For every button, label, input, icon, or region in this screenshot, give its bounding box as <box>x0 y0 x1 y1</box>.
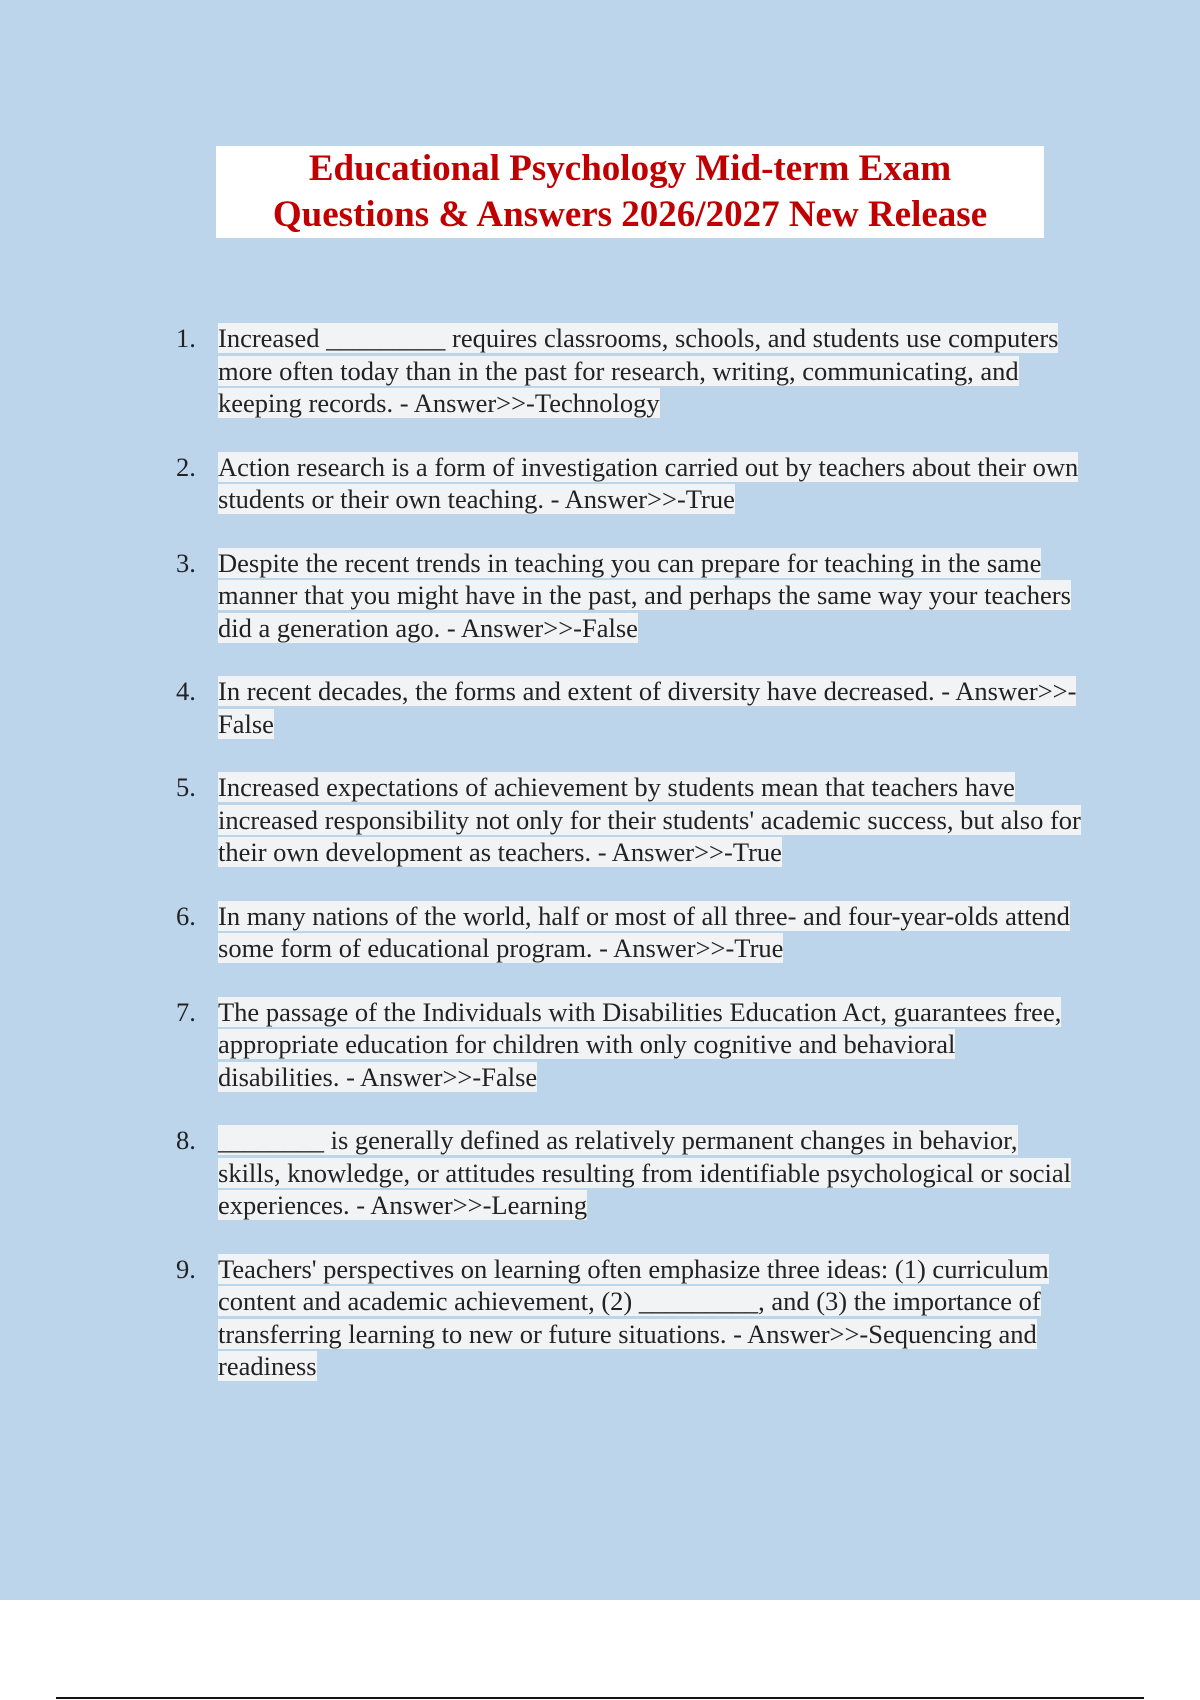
question-list <box>176 322 1081 1414</box>
question-item <box>176 771 1081 869</box>
question-item <box>176 1253 1081 1383</box>
question-text: Increased _________ requires classrooms, schools, and students use computers more often today than in the past for research, writing, communicating, and keeping records. - Answer>>-Technology <box>218 323 1059 418</box>
question-text: Teachers' perspectives on learning often emphasize three ideas: (1) curriculum content and academic achievement, (2) _________, and (3) the importance of transferring learning to new or future situations. - Answer>>-Sequencing and readiness <box>218 1253 1049 1381</box>
question-text: Despite the recent trends in teaching you can prepare for teaching in the same manner that you might have in the past, and perhaps the same way your teachers did a generation ago. - Answer>>-False <box>218 547 1071 643</box>
title-line-1: Educational Psychology Mid-term Exam <box>308 148 952 189</box>
question-number: 2. <box>176 451 196 482</box>
question-item <box>176 322 1081 420</box>
question-number: 3. <box>176 547 196 578</box>
footer-divider <box>56 1697 1144 1699</box>
question-item <box>176 547 1081 645</box>
question-text: In recent decades, the forms and extent of diversity have decreased. - Answer>>-False <box>218 676 1077 739</box>
question-number: 1. <box>176 323 196 353</box>
question-number: 8. <box>176 1125 196 1155</box>
question-text: ________ is generally defined as relatively permanent changes in behavior, skills, knowledge, or attitudes resulting from identifiable psychological or social experiences. - Answer>>-Learning <box>218 1125 1071 1220</box>
question-item <box>176 1124 1081 1222</box>
document-title <box>216 146 1044 238</box>
question-text: In many nations of the world, half or most of all three- and four-year-olds attend some form of educational program. - Answer>>-True <box>218 900 1070 963</box>
question-text: The passage of the Individuals with Disabilities Education Act, guarantees free, appropriate education for children with only cognitive and behavioral disabilities. - Answer>>-False <box>218 996 1062 1092</box>
question-number: 9. <box>176 1253 196 1284</box>
question-number: 4. <box>176 676 196 706</box>
question-number: 5. <box>176 772 196 802</box>
question-item <box>176 451 1081 516</box>
question-text: Increased expectations of achievement by students mean that teachers have increased responsibility not only for their students' academic success, but also for their own development as teachers. - Answer>>-True <box>218 772 1081 867</box>
title-line-2: Questions & Answers 2026/2027 New Release <box>272 194 988 235</box>
question-number: 7. <box>176 996 196 1027</box>
question-item <box>176 996 1081 1094</box>
question-item <box>176 900 1081 965</box>
question-text: Action research is a form of investigation carried out by teachers about their own students or their own teaching. - Answer>>-True <box>218 451 1079 514</box>
question-item <box>176 675 1081 740</box>
question-number: 6. <box>176 900 196 931</box>
